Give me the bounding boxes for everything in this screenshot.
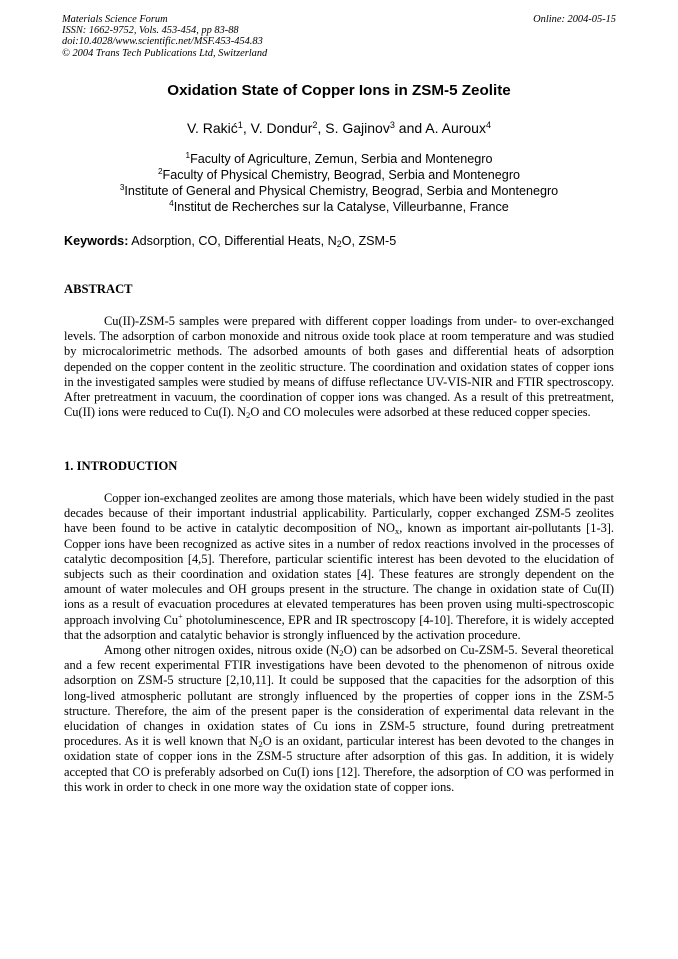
intro-text: , known as important air-pollutants [1-3]. Copper ions have been recognized as active sites in a number of redox reactions involved in the processes of catalytic decomposition [4,5]. Therefore, particular scientific interest has been devoted to the elucidation of subjects such as their coordination and oxidation states [4]. These features are strongly dependent on the amount of water molecules and OH groups present in the structure. The change in oxidation state of Cu(II) ions as a result of evacuation procedures at elevated temperatures has been proven using multi-spectroscopic approach involving Cu (64, 521, 615, 627)
intro-subscript: x (394, 526, 400, 537)
affiliation (0, 151, 678, 167)
abstract-heading: ABSTRACT (64, 282, 133, 296)
affiliation-text: Institute of General and Physical Chemistry, Beograd, Serbia and Montenegro (124, 184, 559, 198)
author-affiliation-mark: 1 (237, 120, 243, 130)
intro-text: photoluminescence, EPR and IR spectroscopy [4-10]. Therefore, it is widely accepted that the adsorption and catalytic behavior is strongly influenced by the activation procedure. (64, 612, 615, 642)
affiliation (0, 199, 678, 215)
author-affiliation-mark: 3 (389, 120, 395, 130)
abstract-paragraph (64, 314, 614, 420)
affiliation-mark: 1 (185, 151, 191, 160)
affiliation-text: Institut de Recherches sur la Catalyse, Villeurbanne, France (173, 200, 509, 214)
intro-text: O) can be adsorbed on Cu-ZSM-5. Several theoretical and a few recent experimental FTIR investigations have been devoted to the phenomenon of nitrous oxide adsorption on ZSM-5 structure [2,10,11]. It could be supposed that the capacities for the adsorption of this long-lived atmospheric pollutant are strongly influenced by the properties of copper ions in the ZSM-5 structure. Therefore, the aim of the present paper is the consideration of experimental data relevant in the elucidation of changes in oxidation states of Cu ions in ZSM-5 structure, found during pretreatment procedures. As it is well known that N (64, 643, 615, 749)
affiliation (0, 167, 678, 183)
keywords (64, 234, 396, 248)
intro-text: Among other nitrogen oxides, nitrous oxide (N (104, 643, 340, 658)
affiliation-text: Faculty of Physical Chemistry, Beograd, Serbia and Montenegro (162, 168, 521, 182)
affiliation (0, 183, 678, 199)
author-name: V. Rakić (186, 120, 238, 136)
affiliation-list (0, 151, 678, 215)
affiliation-text: Faculty of Agriculture, Zemun, Serbia and Montenegro (190, 152, 493, 166)
introduction-body (64, 491, 614, 795)
doi-line[interactable]: doi:10.4028/www.scientific.net/MSF.453-454.83 (62, 36, 263, 48)
publication-header (62, 14, 267, 59)
author-list (0, 120, 678, 136)
keywords-text: Adsorption, CO, Differential Heats, N (131, 234, 337, 248)
intro-subscript: 2 (339, 648, 344, 659)
intro-text: O is an oxidant, particular interest has been devoted to the changes in oxidation state of copper ions in the ZSM-5 structure after adsorption of this gas. In addition, it is widely accepted that CO is preferably adsorbed on Cu(I) ions [12]. Therefore, the adsorption of CO was performed in this work in order to check in one more way the oxidation state of copper ions. (64, 734, 614, 794)
paper-title: Oxidation State of Copper Ions in ZSM-5 Zeolite (167, 82, 511, 99)
abstract-text-end: O and CO molecules were adsorbed at these reduced copper species. (250, 405, 591, 420)
author-affiliation-mark: 2 (312, 120, 318, 130)
keywords-text-end: O, ZSM-5 (341, 234, 397, 248)
introduction-heading: 1. INTRODUCTION (64, 459, 178, 473)
abstract-subscript: 2 (246, 410, 251, 421)
intro-superscript: + (178, 611, 183, 621)
abstract-text: Cu(II)-ZSM-5 samples were prepared with different copper loadings from under- to over-exchanged levels. The adsorption of carbon monoxide and nitrous oxide took place at room temperature and was studied by microcalorimetric methods. The adsorbed amounts of both gases and differential heats of adsorption depended on the copper content in the zeolitic structure. The coordination and oxidation states of copper ions in the investigated samples were studied by means of diffuse reflectance UV-VIS-NIR and FTIR spectroscopy. After pretreatment in vacuum, the coordination of copper ions was changed. As a result of this pretreatment, Cu(II) ions were reduced to Cu(I). N (64, 314, 614, 420)
author-separator: , (317, 120, 326, 136)
author-name: A. Auroux (425, 120, 486, 136)
author-name: V. Dondur (250, 120, 313, 136)
intro-subscript: 2 (258, 739, 263, 750)
introduction-paragraph (64, 491, 614, 643)
journal-name: Materials Science Forum (62, 14, 168, 25)
abstract-body (64, 314, 614, 420)
author-affiliation-mark: 4 (485, 120, 492, 130)
author-name: S. Gajinov (325, 120, 390, 136)
intro-text: Copper ion-exchanged zeolites are among those materials, which have been widely studied in the past decades because of their important industrial applicability. Particularly, copper exchanged ZSM-5 zeolites have been found to be active in catalytic decomposition of NO (64, 491, 614, 536)
author-separator: , (242, 120, 251, 136)
keywords-label: Keywords: (64, 234, 129, 248)
copyright-line: © 2004 Trans Tech Publications Ltd, Switzerland (62, 47, 268, 59)
author-separator: and (394, 120, 426, 136)
affiliation-mark: 4 (169, 199, 174, 208)
online-date: Online: 2004-05-15 (533, 14, 616, 25)
issn-line: ISSN: 1662-9752, Vols. 453-454, pp 83-88 (62, 25, 239, 37)
introduction-paragraph (64, 643, 614, 795)
affiliation-mark: 2 (157, 167, 163, 176)
keywords-subscript: 2 (336, 239, 342, 249)
affiliation-mark: 3 (119, 183, 125, 192)
